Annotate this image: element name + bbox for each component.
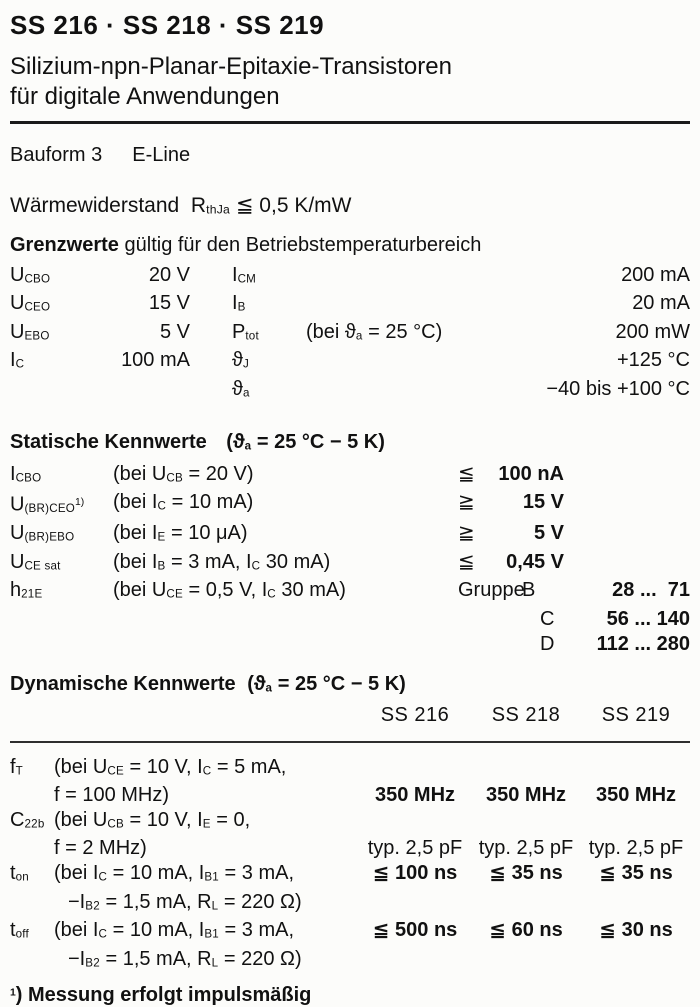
param-symbol: $P_{tot}$ <box>232 320 259 343</box>
param-value: −40 bis +100 °C <box>546 377 690 400</box>
column-header-ss219: SS 219 <box>601 703 671 726</box>
param-symbol: $U_{CEO}$ <box>10 292 51 315</box>
param-symbol <box>10 377 80 405</box>
param-value: 350 MHz <box>595 784 677 807</box>
page-subtitle <box>10 52 690 112</box>
statische-row <box>10 490 690 521</box>
param-symbol: $t_{on}$ <box>10 862 29 885</box>
param-symbol: $I_{CM}$ <box>232 264 257 286</box>
gruppe-letter: B <box>522 579 536 602</box>
param-value <box>80 377 190 405</box>
spacer <box>190 348 232 376</box>
statische-row <box>10 462 690 490</box>
spacer <box>190 291 232 319</box>
param-symbol: $ϑ_J$ <box>232 349 249 372</box>
param-value: 100 mA <box>121 349 190 372</box>
dynamische-heading-condition: ($ϑ_a = 25$ °C − 5 K) <box>247 672 406 695</box>
statische-row-h21e <box>10 578 690 606</box>
param-condition <box>306 348 502 376</box>
statische-row <box>10 521 690 549</box>
param-value: 15 V <box>148 292 190 315</box>
statische-heading <box>10 431 690 454</box>
relation-symbol: ≧ <box>458 491 475 514</box>
spacer <box>10 632 540 657</box>
header-divider <box>10 121 690 124</box>
param-value: 350 MHz <box>485 784 567 807</box>
param-condition: (bei $I_B = 3$ mA, $I_C$ 30 mA) <box>113 550 331 573</box>
grenzwerte-heading-rest: gültig für den Betriebstemperaturbereich <box>124 234 482 256</box>
param-symbol: $I_B$ <box>232 292 246 315</box>
dynamische-table <box>10 755 690 975</box>
grenzwerte-row <box>10 377 690 405</box>
relation-symbol: ≧ <box>458 522 475 545</box>
param-value: 200 mA <box>621 264 690 286</box>
type-column-headers <box>10 702 690 728</box>
subtitle-line2: für digitale Anwendungen <box>10 83 280 110</box>
param-condition: (bei $I_C = 10$ mA, $I_{B1} = 3$ mA, $-I_{B2} = 1,5$ mA, $R_L = 220$ Ω) <box>54 862 302 913</box>
table-divider <box>10 741 690 743</box>
bauform-label: Bauform 3 <box>10 144 103 166</box>
param-value: 350 MHz <box>374 784 456 807</box>
gruppe-label: Gruppe <box>458 579 525 602</box>
spacer <box>564 490 690 521</box>
param-condition: (bei $U_{CE} = 10$ V, $I_C = 5$ mA, f = 100 MHz) <box>54 755 287 807</box>
param-value: 15 V <box>522 491 564 514</box>
param-value: ≦ 35 ns <box>599 862 673 885</box>
bauform-row <box>10 144 690 167</box>
dynamische-heading-text: Dynamische Kennwerte <box>10 672 236 695</box>
grenzwerte-heading <box>10 234 690 257</box>
param-value: ≦ 100 ns <box>372 862 458 885</box>
param-symbol: $I_C$ <box>10 349 25 372</box>
statische-table <box>10 462 690 657</box>
column-header-ss216: SS 216 <box>380 703 450 726</box>
param-symbol: $C_{22b}$ <box>10 809 45 832</box>
grenzwerte-heading-bold: Grenzwerte <box>10 234 119 256</box>
param-value: typ. 2,5 pF <box>588 837 684 860</box>
param-value: ≦ 30 ns <box>599 919 673 942</box>
dynamische-row-toff <box>10 918 690 975</box>
grenzwerte-row <box>10 291 690 319</box>
spacer <box>190 320 232 348</box>
param-value: typ. 2,5 pF <box>478 837 574 860</box>
param-condition: (bei $I_C = 10$ mA) <box>113 491 254 514</box>
gruppe-row <box>10 607 690 632</box>
relation-symbol: ≦ <box>458 462 475 485</box>
datasheet-page <box>0 8 700 1007</box>
param-condition: (bei $ϑ_a = 25$ °C) <box>306 320 443 343</box>
param-value: 200 mW <box>615 320 690 343</box>
spacer <box>564 550 690 578</box>
param-value: ≦ 35 ns <box>489 862 563 885</box>
thermal-resistance-line: Wärmewiderstand $R_{thJa}$ ≦ 0,5 K/mW <box>10 194 352 217</box>
param-value: 5 V <box>533 522 564 545</box>
grenzwerte-row <box>10 348 690 376</box>
gruppe-range: 56 ... 140 <box>606 607 690 630</box>
grenzwerte-row <box>10 320 690 348</box>
param-symbol: $I_{CBO}$ <box>10 462 42 485</box>
param-value: +125 °C <box>616 349 690 372</box>
param-symbol: $h_{21E}$ <box>10 579 43 602</box>
param-symbol: $t_{off}$ <box>10 919 29 942</box>
param-value: 5 V <box>159 320 190 343</box>
gruppe-row <box>10 632 690 657</box>
dynamische-row-ft <box>10 755 690 808</box>
grenzwerte-table <box>10 263 690 405</box>
param-condition: (bei $I_C = 10$ mA, $I_{B1} = 3$ mA, $-I_{B2} = 1,5$ mA, $R_L = 220$ Ω) <box>54 919 302 970</box>
param-symbol: $U_{(BR)CEO}^{1)}$ <box>10 494 85 517</box>
param-symbol: $ϑ_a$ <box>232 377 250 400</box>
page-title: SS 216 · SS 218 · SS 219 <box>10 10 325 40</box>
param-value: ≦ 500 ns <box>372 919 458 942</box>
param-symbol: $U_{CBO}$ <box>10 264 51 286</box>
param-condition <box>306 377 502 405</box>
dynamische-heading <box>10 673 690 696</box>
bauform-value: E-Line <box>132 144 191 166</box>
gruppe-letter: C <box>540 607 555 630</box>
footnote: $^1$) Messung erfolgt impulsmäßig <box>10 983 312 1006</box>
dynamische-row-c22b <box>10 808 690 861</box>
param-condition <box>306 291 502 319</box>
column-header-ss218: SS 218 <box>491 703 561 726</box>
param-value: ≦ 60 ns <box>489 919 563 942</box>
param-symbol: $U_{EBO}$ <box>10 320 50 343</box>
param-condition: (bei $U_{CE} = 0,5$ V, $I_C$ 30 mA) <box>113 579 346 602</box>
gruppe-range: 28 ... 71 <box>612 579 690 602</box>
spacer <box>10 607 540 632</box>
gruppe-range: 112 ... 280 <box>596 632 690 655</box>
param-condition: (bei $U_{CB} = 10$ V, $I_E = 0$, f = 2 MHz) <box>54 809 251 860</box>
param-condition: (bei $I_E = 10$ μA) <box>113 522 248 545</box>
statische-heading-condition: ($ϑ_a = 25$ °C − 5 K) <box>226 430 385 453</box>
param-value: typ. 2,5 pF <box>367 837 463 860</box>
param-symbol: $U_{(BR)EBO}$ <box>10 522 75 545</box>
spacer <box>564 521 690 549</box>
gruppe-letter: D <box>540 632 555 655</box>
param-value: 20 V <box>148 264 190 286</box>
subtitle-line1: Silizium-npn-Planar-Epitaxie-Transistoren <box>10 53 452 80</box>
relation-symbol: ≦ <box>458 550 475 573</box>
param-condition <box>306 263 502 291</box>
spacer <box>564 462 690 490</box>
spacer <box>10 702 360 728</box>
param-value: 20 mA <box>632 292 690 315</box>
spacer <box>190 263 232 291</box>
param-symbol: $f_T$ <box>10 755 23 778</box>
statische-heading-text: Statische Kennwerte <box>10 430 207 453</box>
param-symbol: $U_{CE sat}$ <box>10 550 61 573</box>
param-value: 0,45 V <box>506 550 564 573</box>
grenzwerte-row <box>10 263 690 291</box>
param-condition: (bei $U_{CB} = 20$ V) <box>113 462 254 485</box>
param-value: 100 nA <box>498 462 564 485</box>
statische-row <box>10 550 690 578</box>
spacer <box>190 377 232 405</box>
dynamische-row-ton <box>10 861 690 918</box>
